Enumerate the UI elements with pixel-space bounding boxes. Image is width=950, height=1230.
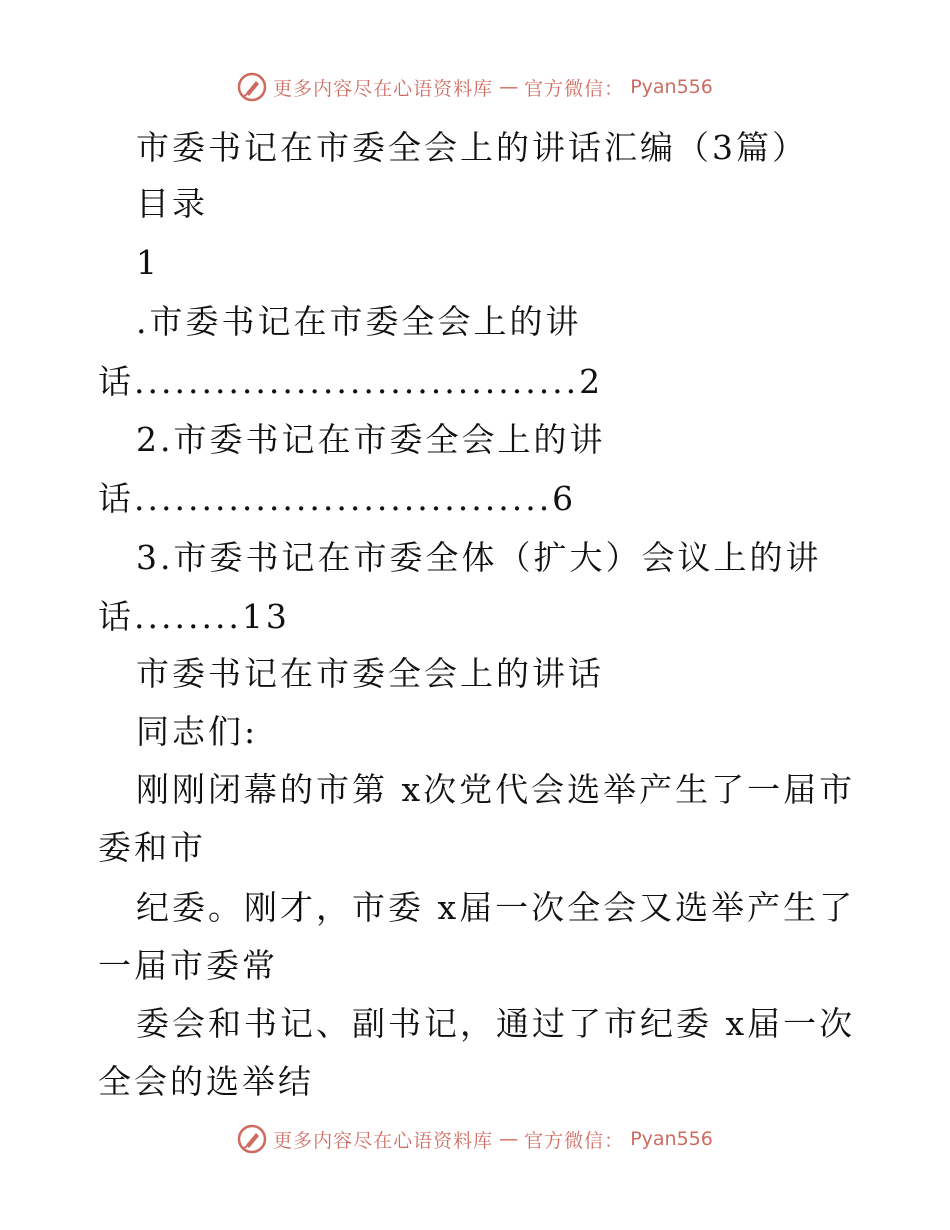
paragraph-2-line-1: 纪委。刚才，市委 x届一次全会又选举产生了 xyxy=(136,888,856,927)
watermark-main: 更多内容尽在心语资料库 xyxy=(273,77,494,100)
watermark-dash: — xyxy=(499,76,519,98)
watermark-suffix: 官方微信： xyxy=(524,1129,625,1152)
watermark-main: 更多内容尽在心语资料库 xyxy=(273,1129,494,1152)
watermark-id: Pyan556 xyxy=(630,1128,713,1150)
paragraph-1-line-1: 刚刚闭幕的市第 x次党代会选举产生了一届市 xyxy=(136,770,856,809)
document-title: 市委书记在市委全会上的讲话汇编（3篇） xyxy=(136,128,808,167)
toc-heading: 目录 xyxy=(136,184,208,223)
pen-logo-icon xyxy=(237,72,267,102)
toc-item-3-leader: 话........13 xyxy=(98,597,290,636)
watermark-header xyxy=(0,72,950,102)
toc-item-3-title: 3.市委书记在市委全体（扩大）会议上的讲 xyxy=(136,538,822,577)
paragraph-1-line-2: 委和市 xyxy=(98,828,206,867)
watermark-footer xyxy=(0,1124,950,1154)
paragraph-2-line-2: 一届市委常 xyxy=(98,946,278,985)
salutation: 同志们: xyxy=(136,712,259,751)
toc-item-1-title: .市委书记在市委全会上的讲 xyxy=(136,302,582,341)
paragraph-3-line-1: 委会和书记、副书记，通过了市纪委 x届一次 xyxy=(136,1004,856,1043)
toc-item-2-title: 2.市委书记在市委全会上的讲 xyxy=(136,420,606,459)
section-title: 市委书记在市委全会上的讲话 xyxy=(136,654,604,693)
toc-item-1-number: 1 xyxy=(136,243,160,282)
watermark-dash: — xyxy=(499,1128,519,1150)
toc-item-2-leader: 话...............................6 xyxy=(98,479,577,518)
toc-item-1-leader: 话.................................2 xyxy=(98,362,604,401)
pen-logo-icon xyxy=(237,1124,267,1154)
paragraph-3-line-2: 全会的选举结 xyxy=(98,1062,314,1101)
watermark-id: Pyan556 xyxy=(630,76,713,98)
watermark-suffix: 官方微信： xyxy=(524,77,625,100)
